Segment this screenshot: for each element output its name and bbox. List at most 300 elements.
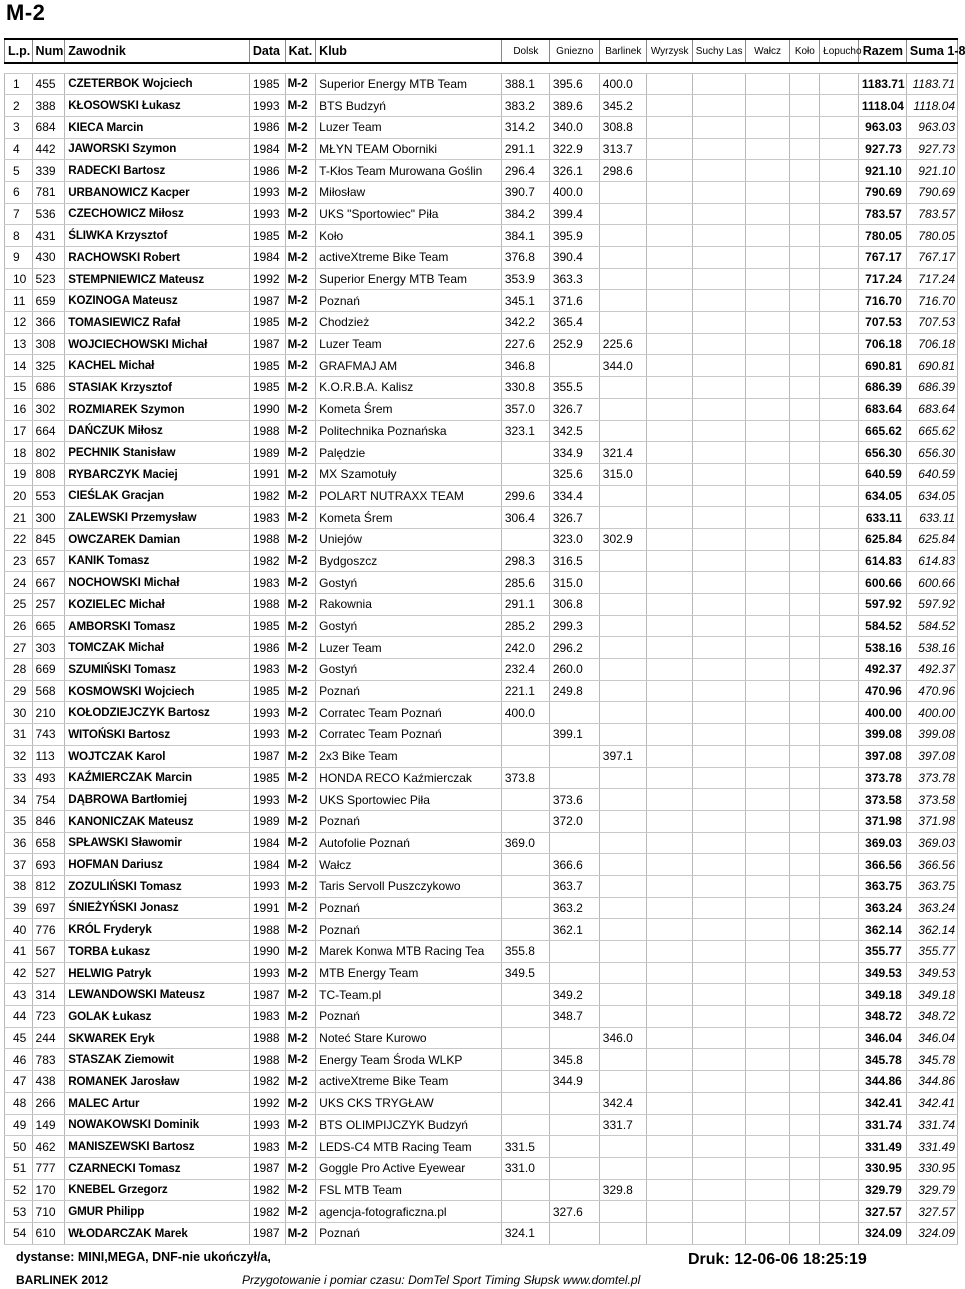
cell-kat: M-2 [285, 789, 316, 811]
cell-kat: M-2 [285, 1222, 316, 1244]
table-row [5, 268, 958, 290]
cell-stage-score [789, 203, 820, 225]
table-row [5, 181, 958, 203]
cell-stage-score [692, 1136, 745, 1158]
cell-stage-score [789, 572, 820, 594]
cell-razem: 600.66 [858, 572, 906, 594]
cell-name: SPŁAWSKI Sławomir [65, 832, 250, 854]
cell-kat: M-2 [285, 225, 316, 247]
cell-stage-score: 342.2 [501, 312, 549, 334]
cell-lp: 18 [5, 442, 33, 464]
cell-stage-score: 291.1 [501, 594, 549, 616]
cell-year: 1988 [249, 594, 285, 616]
cell-kat: M-2 [285, 1092, 316, 1114]
cell-year: 1985 [249, 225, 285, 247]
cell-stage-score [692, 594, 745, 616]
cell-club: Poznań [316, 897, 502, 919]
footer-event-name: BARLINEK 2012 [16, 1273, 109, 1287]
table-row [5, 767, 958, 789]
cell-razem: 331.74 [858, 1114, 906, 1136]
cell-stage-score [692, 181, 745, 203]
cell-lp: 20 [5, 485, 33, 507]
cell-stage-score [599, 659, 646, 681]
cell-stage-score [646, 1136, 692, 1158]
cell-stage-score [549, 1136, 599, 1158]
cell-stage-score [820, 659, 859, 681]
cell-stage-score [820, 268, 859, 290]
cell-stage-score [599, 984, 646, 1006]
cell-stage-score: 302.9 [599, 528, 646, 550]
cell-kat: M-2 [285, 832, 316, 854]
cell-kat: M-2 [285, 333, 316, 355]
cell-year: 1988 [249, 1027, 285, 1049]
cell-stage-score [692, 463, 745, 485]
cell-stage-score [692, 73, 745, 95]
cell-stage-score [820, 463, 859, 485]
cell-name: KRÓL Fryderyk [65, 919, 250, 941]
cell-name: SKWAREK Eryk [65, 1027, 250, 1049]
cell-stage-score [692, 637, 745, 659]
cell-stage-score [692, 789, 745, 811]
cell-kat: M-2 [285, 355, 316, 377]
cell-stage-score [820, 290, 859, 312]
cell-stage-score [646, 572, 692, 594]
cell-razem: 706.18 [858, 333, 906, 355]
cell-stage-score: 298.6 [599, 160, 646, 182]
cell-stage-score [820, 420, 859, 442]
table-row [5, 1157, 958, 1179]
cell-stage-score [549, 355, 599, 377]
cell-kat: M-2 [285, 854, 316, 876]
cell-stage-score [646, 160, 692, 182]
cell-club: Politechnika Poznańska [316, 420, 502, 442]
cell-stage-score [549, 962, 599, 984]
cell-club: Luzer Team [316, 116, 502, 138]
cell-suma: 346.04 [906, 1027, 957, 1049]
cell-num: 812 [32, 875, 65, 897]
cell-stage-score [789, 181, 820, 203]
cell-suma: 625.84 [906, 528, 957, 550]
cell-year: 1993 [249, 702, 285, 724]
cell-kat: M-2 [285, 919, 316, 941]
cell-stage-score [820, 854, 859, 876]
cell-num: 210 [32, 702, 65, 724]
cell-stage-score [820, 160, 859, 182]
cell-stage-score [745, 1049, 789, 1071]
footer-print-date: Druk: 12-06-06 18:25:19 [688, 1251, 867, 1268]
cell-stage-score [820, 702, 859, 724]
cell-stage-score [745, 1157, 789, 1179]
cell-stage-score [599, 398, 646, 420]
cell-stage-score [820, 1201, 859, 1223]
table-row [5, 1027, 958, 1049]
cell-club: Marek Konwa MTB Racing Tea [316, 941, 502, 963]
cell-num: 300 [32, 507, 65, 529]
cell-kat: M-2 [285, 203, 316, 225]
cell-suma: 614.83 [906, 550, 957, 572]
cell-lp: 46 [5, 1049, 33, 1071]
cell-club: GRAFMAJ AM [316, 355, 502, 377]
cell-lp: 1 [5, 73, 33, 95]
table-row [5, 73, 958, 95]
cell-name: LEWANDOWSKI Mateusz [65, 984, 250, 1006]
cell-stage-score [789, 95, 820, 117]
cell-year: 1988 [249, 528, 285, 550]
table-row [5, 116, 958, 138]
cell-kat: M-2 [285, 1071, 316, 1093]
cell-stage-score [745, 333, 789, 355]
cell-num: 442 [32, 138, 65, 160]
cell-stage-score [692, 1049, 745, 1071]
cell-stage-score [692, 290, 745, 312]
cell-stage-score [501, 442, 549, 464]
cell-stage-score [549, 1157, 599, 1179]
cell-stage-score [692, 745, 745, 767]
cell-stage-score [501, 1201, 549, 1223]
cell-stage-score [501, 1006, 549, 1028]
cell-stage-score [745, 594, 789, 616]
cell-stage-score [820, 355, 859, 377]
cell-num: 113 [32, 745, 65, 767]
cell-stage-score [820, 637, 859, 659]
cell-stage-score [501, 1049, 549, 1071]
cell-lp: 3 [5, 116, 33, 138]
cell-stage-score [692, 724, 745, 746]
cell-razem: 683.64 [858, 398, 906, 420]
cell-stage-score [745, 420, 789, 442]
cell-stage-score [789, 333, 820, 355]
cell-stage-score [820, 1157, 859, 1179]
cell-stage-score [789, 1006, 820, 1028]
table-row [5, 1222, 958, 1244]
cell-stage-score [820, 333, 859, 355]
cell-name: KANIK Tomasz [65, 550, 250, 572]
cell-num: 743 [32, 724, 65, 746]
cell-suma: 344.86 [906, 1071, 957, 1093]
cell-stage-score: 308.8 [599, 116, 646, 138]
cell-stage-score: 369.0 [501, 832, 549, 854]
table-row [5, 247, 958, 269]
cell-suma: 327.57 [906, 1201, 957, 1223]
cell-name: KOZINOGA Mateusz [65, 290, 250, 312]
cell-suma: 373.78 [906, 767, 957, 789]
cell-razem: 369.03 [858, 832, 906, 854]
cell-stage-score: 400.0 [501, 702, 549, 724]
cell-stage-score [789, 268, 820, 290]
cell-num: 462 [32, 1136, 65, 1158]
cell-num: 170 [32, 1179, 65, 1201]
cell-num: 776 [32, 919, 65, 941]
cell-razem: 363.24 [858, 897, 906, 919]
cell-year: 1984 [249, 832, 285, 854]
cell-stage-score [820, 962, 859, 984]
cell-stage-score [820, 1027, 859, 1049]
footer-timing-credit: Przygotowanie i pomiar czasu: DomTel Sport Timing Słupsk www.domtel.pl [242, 1273, 641, 1287]
table-row [5, 745, 958, 767]
table-row [5, 941, 958, 963]
cell-num: 610 [32, 1222, 65, 1244]
cell-stage-score [820, 550, 859, 572]
cell-suma: 348.72 [906, 1006, 957, 1028]
cell-razem: 927.73 [858, 138, 906, 160]
cell-name: SZUMIŃSKI Tomasz [65, 659, 250, 681]
cell-stage-score [692, 680, 745, 702]
table-row [5, 1201, 958, 1223]
cell-stage-score [820, 789, 859, 811]
cell-num: 657 [32, 550, 65, 572]
cell-stage-score [646, 203, 692, 225]
cell-stage-score [745, 962, 789, 984]
cell-num: 710 [32, 1201, 65, 1223]
cell-club: MX Szamotuły [316, 463, 502, 485]
cell-club: MŁYN TEAM Oborniki [316, 138, 502, 160]
cell-stage-score [599, 941, 646, 963]
cell-club: Corratec Team Poznań [316, 702, 502, 724]
table-row [5, 637, 958, 659]
cell-lp: 9 [5, 247, 33, 269]
cell-lp: 53 [5, 1201, 33, 1223]
cell-stage-score [692, 615, 745, 637]
cell-stage-score: 342.4 [599, 1092, 646, 1114]
cell-stage-score [820, 312, 859, 334]
cell-stage-score [501, 919, 549, 941]
cell-stage-score: 331.5 [501, 1136, 549, 1158]
cell-club: Poznań [316, 810, 502, 832]
cell-stage-score [820, 875, 859, 897]
cell-num: 669 [32, 659, 65, 681]
cell-suma: 640.59 [906, 463, 957, 485]
cell-stage-score [599, 962, 646, 984]
cell-club: POLART NUTRAXX TEAM [316, 485, 502, 507]
cell-stage-score [789, 594, 820, 616]
cell-kat: M-2 [285, 485, 316, 507]
cell-stage-score [745, 832, 789, 854]
cell-stage-score: 299.3 [549, 615, 599, 637]
cell-stage-score [789, 485, 820, 507]
cell-club: BTS OLIMPIJCZYK Budzyń [316, 1114, 502, 1136]
cell-name: CZETERBOK Wojciech [65, 73, 250, 95]
cell-club: Taris Servoll Puszczykowo [316, 875, 502, 897]
cell-name: GMUR Philipp [65, 1201, 250, 1223]
cell-stage-score [646, 810, 692, 832]
cell-club: Wałcz [316, 854, 502, 876]
cell-razem: 963.03 [858, 116, 906, 138]
cell-razem: 597.92 [858, 594, 906, 616]
cell-stage-score [692, 377, 745, 399]
cell-name: KIECA Marcin [65, 116, 250, 138]
cell-razem: 656.30 [858, 442, 906, 464]
cell-stage-score: 388.1 [501, 73, 549, 95]
cell-stage-score [789, 442, 820, 464]
cell-stage-score [789, 1201, 820, 1223]
cell-stage-score: 316.5 [549, 550, 599, 572]
cell-suma: 656.30 [906, 442, 957, 464]
cell-stage-score: 323.0 [549, 528, 599, 550]
cell-name: URBANOWICZ Kacper [65, 181, 250, 203]
cell-year: 1986 [249, 160, 285, 182]
cell-stage-score [789, 247, 820, 269]
table-row [5, 1179, 958, 1201]
cell-stage-score [599, 1049, 646, 1071]
cell-stage-score [820, 528, 859, 550]
cell-name: ŚNIEŻYŃSKI Jonasz [65, 897, 250, 919]
cell-stage-score [789, 290, 820, 312]
cell-stage-score: 399.4 [549, 203, 599, 225]
cell-num: 781 [32, 181, 65, 203]
cell-stage-score [820, 1222, 859, 1244]
cell-stage-score [820, 398, 859, 420]
cell-name: JAWORSKI Szymon [65, 138, 250, 160]
cell-stage-score [789, 745, 820, 767]
cell-stage-score [789, 875, 820, 897]
cell-stage-score [820, 1136, 859, 1158]
cell-stage-score [549, 745, 599, 767]
cell-stage-score [692, 659, 745, 681]
cell-year: 1990 [249, 398, 285, 420]
cell-stage-score [820, 745, 859, 767]
cell-stage-score [820, 1179, 859, 1201]
table-row [5, 897, 958, 919]
cell-kat: M-2 [285, 702, 316, 724]
cell-stage-score [599, 1201, 646, 1223]
table-row [5, 420, 958, 442]
cell-stage-score [820, 572, 859, 594]
cell-stage-score [820, 724, 859, 746]
cell-year: 1992 [249, 268, 285, 290]
cell-stage-score [646, 116, 692, 138]
table-row [5, 594, 958, 616]
cell-lp: 19 [5, 463, 33, 485]
cell-stage-score [646, 528, 692, 550]
cell-stage-score [745, 138, 789, 160]
cell-kat: M-2 [285, 528, 316, 550]
cell-kat: M-2 [285, 659, 316, 681]
cell-stage-score [745, 116, 789, 138]
cell-num: 430 [32, 247, 65, 269]
cell-num: 783 [32, 1049, 65, 1071]
cell-num: 697 [32, 897, 65, 919]
cell-kat: M-2 [285, 1136, 316, 1158]
cell-stage-score [789, 1114, 820, 1136]
cell-stage-score: 345.8 [549, 1049, 599, 1071]
cell-stage-score [745, 897, 789, 919]
cell-stage-score [745, 572, 789, 594]
cell-stage-score [646, 724, 692, 746]
cell-year: 1983 [249, 572, 285, 594]
cell-stage-score [789, 507, 820, 529]
cell-razem: 690.81 [858, 355, 906, 377]
cell-stage-score [646, 138, 692, 160]
cell-suma: 690.81 [906, 355, 957, 377]
cell-suma: 783.57 [906, 203, 957, 225]
col-stage-wyrzysk: Wyrzysk [646, 39, 692, 63]
cell-num: 777 [32, 1157, 65, 1179]
cell-stage-score: 315.0 [549, 572, 599, 594]
cell-stage-score [599, 203, 646, 225]
cell-stage-score [692, 1179, 745, 1201]
cell-stage-score [745, 854, 789, 876]
cell-razem: 492.37 [858, 659, 906, 681]
cell-name: MANISZEWSKI Bartosz [65, 1136, 250, 1158]
cell-stage-score [646, 95, 692, 117]
cell-club: Poznań [316, 680, 502, 702]
cell-stage-score [789, 355, 820, 377]
cell-stage-score [820, 1114, 859, 1136]
cell-suma: 371.98 [906, 810, 957, 832]
cell-stage-score: 363.3 [549, 268, 599, 290]
cell-stage-score: 372.0 [549, 810, 599, 832]
cell-year: 1991 [249, 463, 285, 485]
cell-stage-score [599, 1071, 646, 1093]
cell-num: 567 [32, 941, 65, 963]
cell-stage-score [745, 1027, 789, 1049]
cell-lp: 15 [5, 377, 33, 399]
cell-year: 1984 [249, 138, 285, 160]
cell-stage-score [599, 507, 646, 529]
cell-stage-score [745, 789, 789, 811]
cell-year: 1992 [249, 1092, 285, 1114]
cell-lp: 39 [5, 897, 33, 919]
col-num: Num [32, 39, 65, 63]
col-razem: Razem [858, 39, 906, 63]
cell-kat: M-2 [285, 615, 316, 637]
cell-stage-score [745, 312, 789, 334]
cell-suma: 362.14 [906, 919, 957, 941]
cell-club: Gostyń [316, 572, 502, 594]
cell-razem: 584.52 [858, 615, 906, 637]
cell-stage-score [599, 268, 646, 290]
cell-stage-score [692, 333, 745, 355]
cell-club: MTB Energy Team [316, 962, 502, 984]
cell-stage-score [789, 1092, 820, 1114]
cell-stage-score [745, 637, 789, 659]
cell-razem: 921.10 [858, 160, 906, 182]
cell-stage-score [745, 941, 789, 963]
cell-stage-score [646, 181, 692, 203]
cell-stage-score [692, 398, 745, 420]
cell-kat: M-2 [285, 247, 316, 269]
cell-num: 523 [32, 268, 65, 290]
cell-stage-score [599, 312, 646, 334]
cell-suma: 399.08 [906, 724, 957, 746]
cell-stage-score [646, 897, 692, 919]
cell-stage-score: 373.6 [549, 789, 599, 811]
cell-stage-score: 371.6 [549, 290, 599, 312]
cell-num: 455 [32, 73, 65, 95]
table-row [5, 789, 958, 811]
cell-stage-score: 249.8 [549, 680, 599, 702]
cell-stage-score: 326.7 [549, 507, 599, 529]
cell-kat: M-2 [285, 1179, 316, 1201]
cell-razem: 371.98 [858, 810, 906, 832]
cell-stage-score [599, 550, 646, 572]
table-row [5, 659, 958, 681]
table-row [5, 854, 958, 876]
cell-stage-score [646, 377, 692, 399]
cell-year: 1985 [249, 680, 285, 702]
cell-stage-score [599, 225, 646, 247]
cell-stage-score: 225.6 [599, 333, 646, 355]
cell-year: 1987 [249, 290, 285, 312]
cell-stage-score: 349.2 [549, 984, 599, 1006]
cell-stage-score [789, 160, 820, 182]
table-row [5, 138, 958, 160]
cell-stage-score [789, 615, 820, 637]
cell-kat: M-2 [285, 572, 316, 594]
cell-club: Palędzie [316, 442, 502, 464]
cell-club: Superior Energy MTB Team [316, 73, 502, 95]
cell-stage-score [789, 1222, 820, 1244]
